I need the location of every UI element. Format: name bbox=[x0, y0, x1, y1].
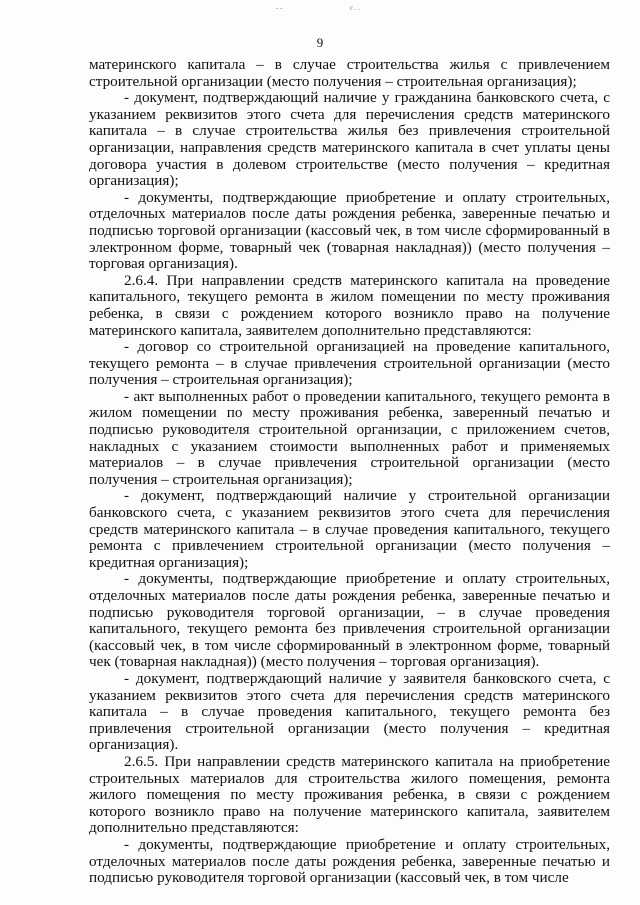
scan-mark: г . . bbox=[350, 4, 360, 12]
paragraph: материнского капитала – в случае строительства жилья с привлечением строительной организации (место получения – строительная организация); bbox=[89, 56, 610, 90]
paragraph: - документы, подтверждающие приобретение и оплату строительных, отделочных материалов после даты рождения ребенка, заверенные печатью и подписью руководителя торговой организации (кассовый чек, в том числе bbox=[89, 835, 610, 887]
scan-artifacts bbox=[0, 4, 640, 12]
document-body bbox=[89, 57, 610, 887]
paragraph: - договор со строительной организацией на проведение капитального, текущего ремонта – в случае привлечения строительной организации (место получения – строительная организация); bbox=[89, 338, 610, 389]
paragraph: 2.6.4. При направлении средств материнского капитала на проведение капитального, текущего ремонта в жилом помещении по месту проживания ребенка, в связи с рождением которого возникло право на получение материнского капитала, заявителем дополнительно представляются: bbox=[89, 271, 610, 339]
paragraph: - документ, подтверждающий наличие у строительной организации банковского счета, с указанием реквизитов этого счета для перечисления средств материнского капитала – в случае проведения капитального, текущего ремонта с привлечением строительной организации (место получения – кредитная организация); bbox=[89, 487, 610, 571]
paragraph: 2.6.5. При направлении средств материнского капитала на приобретение строительных материалов для строительства жилого помещения, ремонта жилого помещения по месту проживания ребенка, в связи с рождением которого возникло право на получение материнского капитала, заявителем дополнительно представляются: bbox=[89, 752, 610, 837]
page-number: 9 bbox=[316, 35, 324, 50]
paragraph: - документ, подтверждающий наличие у заявителя банковского счета, с указанием реквизитов этого счета для перечисления средств материнского капитала – в случае проведения капитального, текущего ремонта без привлечения строительной организации (место получения – кредитная организация). bbox=[89, 669, 610, 754]
paragraph: - документы, подтверждающие приобретение и оплату строительных, отделочных материалов после даты рождения ребенка, заверенные печатью и подписью торговой организации (кассовый чек, в том числе сформированный в электронном форме, товарный чек (товарная накладная)) (место получения – торговая организация). bbox=[89, 188, 610, 273]
paragraph: - документ, подтверждающий наличие у гражданина банковского счета, с указанием реквизитов этого счета для перечисления средств материнского капитала – в случае строительства жилья без привлечения строительной организации, направления средств материнского капитала в счет уплаты цены договора участия в долевом строительстве (место получения – кредитная организация); bbox=[89, 89, 610, 190]
paragraph: - документы, подтверждающие приобретение и оплату строительных, отделочных материалов после даты рождения ребенка, заверенные печатью и подписью руководителя торговой организации, – в случае проведения капитального, текущего ремонта без привлечения строительной организации (кассовый чек, в том числе сформированный в электронном форме, товарный чек (товарная накладная)) (место получения – торговая организация). bbox=[89, 570, 610, 671]
paragraph: - акт выполненных работ о проведении капитального, текущего ремонта в жилом помещении по месту проживания ребенка, заверенный печатью и подписью руководителя строительной организации, с приложением счетов, накладных с указанием стоимости выполненных работ и применяемых материалов – в случае привлечения строительной организации (место получения – строительная организация); bbox=[89, 387, 610, 488]
scan-mark: - - bbox=[276, 4, 283, 12]
